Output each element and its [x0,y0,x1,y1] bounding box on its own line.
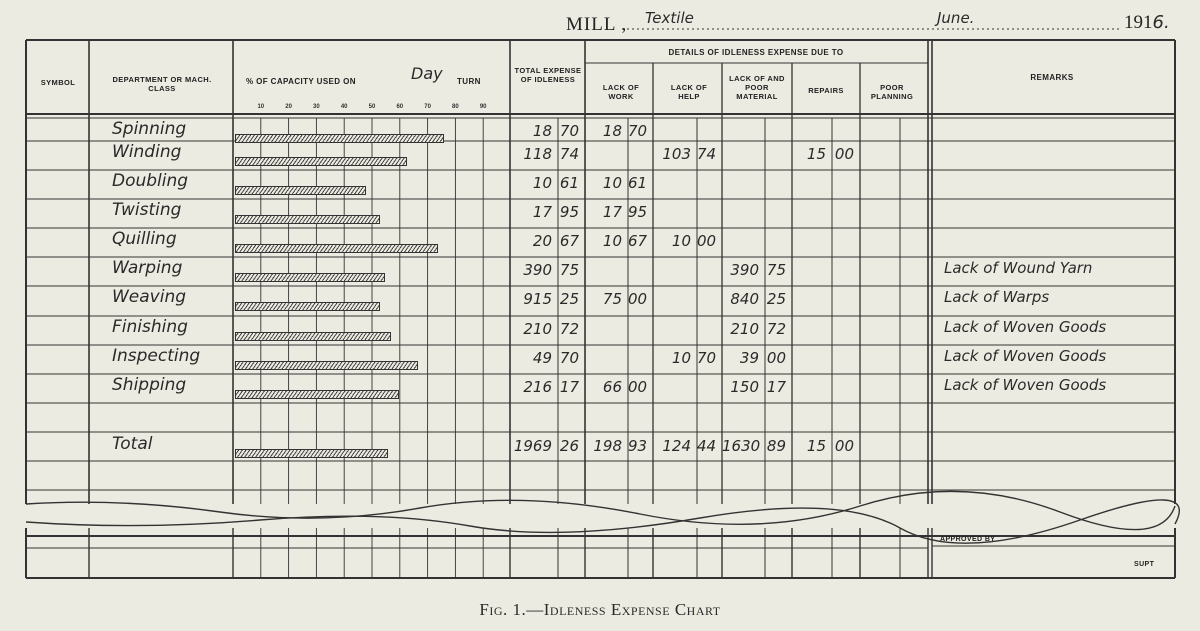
department-name: Spinning [112,119,187,139]
remark-text: Lack of Woven Goods [944,318,1107,336]
mill-value: Textile [645,9,694,27]
row-total-dollars: 20 [532,232,552,250]
col-remarks: REMARKS [1030,73,1074,82]
col-details: DETAILS OF IDLENESS EXPENSE DUE TO [668,48,844,57]
capacity-tick-label: 90 [479,104,487,110]
col-department: DEPARTMENT OR MACH. CLASS [112,75,212,93]
year-suffix: 6. [1152,12,1170,33]
department-name: Total [112,434,153,454]
capacity-bar [235,215,380,224]
total-row-repairs-cents: 00 [834,437,854,455]
department-name: Finishing [112,317,188,337]
capacity-tick-label: 80 [452,104,459,110]
capacity-tick-label: 50 [368,104,376,110]
row-lack-material-dollars: 840 [730,290,759,308]
capacity-bar [235,302,380,311]
capacity-bar [235,273,385,282]
row-total-cents: 70 [559,349,579,367]
row-lack-material-dollars: 390 [730,261,759,279]
row-lack-work-dollars: 75 [602,290,622,308]
capacity-tick-label: 10 [257,104,265,110]
capacity-tick-label: 40 [340,104,348,110]
department-name: Warping [112,258,183,278]
row-lack-material-cents: 00 [766,349,786,367]
row-lack-work-dollars: 18 [602,122,622,140]
row-lack-material-dollars: 39 [739,349,759,367]
year-prefix: 191 [1124,12,1153,33]
row-total-dollars: 915 [523,290,552,308]
row-lack-help-dollars: 10 [671,349,691,367]
total-row-total-cents: 26 [559,437,579,455]
year-label [1124,12,1170,34]
row-lack-work-cents: 61 [628,174,648,192]
month-value: June. [937,9,975,27]
capacity-tick-label: 70 [424,104,431,110]
row-total-cents: 74 [559,145,579,163]
capacity-bar [235,361,418,370]
department-name: Twisting [112,200,182,220]
capacity-bar [235,157,407,166]
remark-text: Lack of Wound Yarn [944,259,1093,277]
row-total-cents: 61 [559,174,579,192]
row-total-dollars: 390 [523,261,552,279]
col-lack-help: LACK OF HELP [670,83,708,101]
capacity-bar [235,134,444,143]
capacity-turn-value: Day [411,64,443,83]
row-total-cents: 75 [559,261,579,279]
col-poor-planning: POOR PLANNING [870,83,914,101]
capacity-tick-label: 30 [313,104,320,110]
remark-text: Lack of Woven Goods [944,347,1107,365]
row-total-cents: 95 [559,203,579,221]
row-total-cents: 17 [559,378,579,396]
col-total: TOTAL EXPENSE OF IDLENESS [514,66,582,84]
row-total-dollars: 210 [523,320,552,338]
row-lack-work-cents: 67 [628,232,648,250]
row-lack-work-dollars: 17 [602,203,622,221]
total-row-total-dollars: 1969 [513,437,552,455]
capacity-tick-label: 20 [285,104,292,110]
capacity-bar [235,186,366,195]
department-name: Shipping [112,375,187,395]
department-name: Doubling [112,171,189,191]
department-name: Quilling [112,229,177,249]
supt-label: SUPT [1134,561,1155,568]
row-total-cents: 67 [559,232,579,250]
remark-text: Lack of Woven Goods [944,376,1107,394]
col-capacity-prefix: % OF CAPACITY USED ON [246,77,356,86]
figure-caption: Fig. 1.—Idleness Expense Chart [479,600,721,619]
capacity-bar [235,244,438,253]
row-lack-material-dollars: 150 [730,378,759,396]
row-lack-work-dollars: 10 [602,232,622,250]
row-total-cents: 70 [559,122,579,140]
row-lack-help-cents: 74 [697,145,717,163]
row-lack-material-cents: 75 [766,261,786,279]
row-repairs-dollars: 15 [806,145,826,163]
row-lack-work-cents: 00 [628,290,648,308]
capacity-bar [235,390,399,399]
capacity-bar [235,332,391,341]
department-name: Inspecting [112,346,201,366]
row-total-dollars: 49 [532,349,552,367]
total-row-lack-help-dollars: 124 [662,437,691,455]
row-total-dollars: 118 [523,145,552,163]
remark-text: Lack of Warps [944,288,1050,306]
row-repairs-cents: 00 [834,145,854,163]
total-row-repairs-dollars: 15 [806,437,826,455]
row-total-dollars: 17 [532,203,552,221]
col-symbol: SYMBOL [40,78,76,87]
total-row-lack-material-cents: 89 [766,437,786,455]
row-lack-material-dollars: 210 [730,320,759,338]
row-lack-material-cents: 25 [766,290,786,308]
total-row-lack-material-dollars: 1630 [722,437,761,455]
row-lack-work-cents: 00 [628,378,648,396]
capacity-bar [235,449,388,458]
col-lack-work: LACK OF WORK [602,83,640,101]
row-total-dollars: 18 [532,122,552,140]
row-lack-material-cents: 72 [766,320,786,338]
col-lack-material: LACK OF AND POOR MATERIAL [729,74,785,101]
row-lack-help-dollars: 10 [671,232,691,250]
row-lack-work-dollars: 10 [602,174,622,192]
mill-label: MILL , [566,14,628,35]
row-lack-material-cents: 17 [766,378,786,396]
department-name: Weaving [112,287,187,307]
department-name: Winding [112,142,182,162]
row-total-cents: 72 [559,320,579,338]
row-lack-help-cents: 70 [697,349,717,367]
row-total-cents: 25 [559,290,579,308]
total-row-lack-help-cents: 44 [697,437,717,455]
total-row-lack-work-dollars: 198 [593,437,622,455]
row-lack-work-dollars: 66 [602,378,622,396]
row-lack-help-cents: 00 [697,232,717,250]
col-repairs: REPAIRS [808,86,844,95]
approved-by-label: APPROVED BY [940,536,996,543]
row-lack-work-cents: 70 [628,122,648,140]
col-capacity-suffix: TURN [457,77,481,86]
row-total-dollars: 216 [523,378,552,396]
capacity-tick-label: 60 [396,104,404,110]
row-total-dollars: 10 [532,174,552,192]
row-lack-help-dollars: 103 [662,145,691,163]
row-lack-work-cents: 95 [628,203,648,221]
total-row-lack-work-cents: 93 [628,437,648,455]
